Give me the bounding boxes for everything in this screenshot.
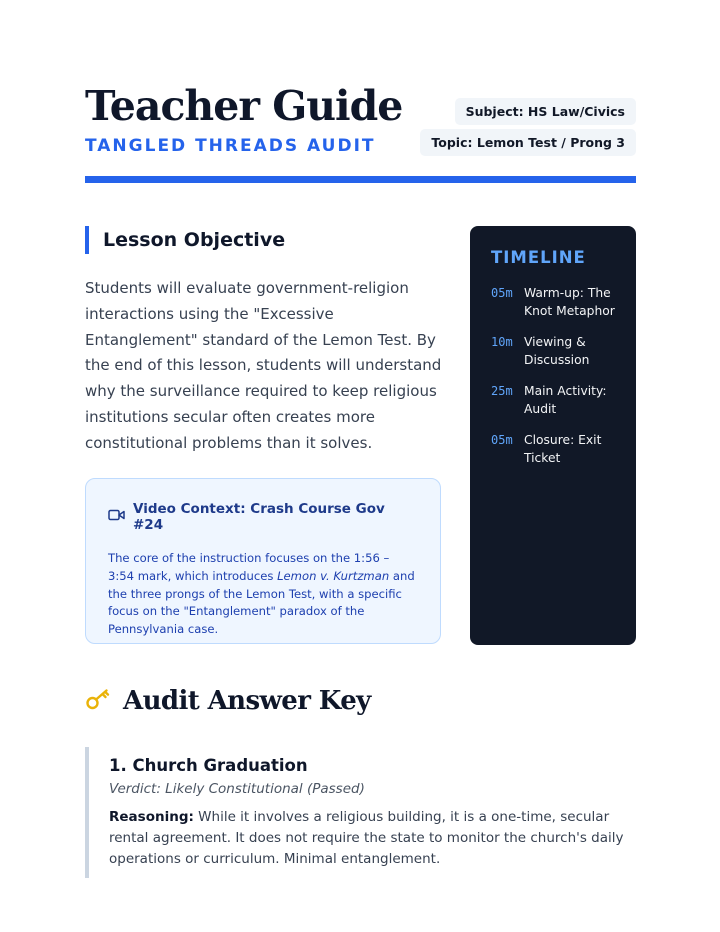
page-header [85, 82, 636, 162]
answer-key-title: Audit Answer Key [123, 686, 371, 716]
timeline-label: Warm-up: The Knot Metaphor [524, 286, 615, 318]
timeline-item [491, 432, 616, 467]
key-icon [85, 687, 111, 716]
video-context-box [85, 478, 441, 644]
timeline-label: Main Activity: Audit [524, 384, 607, 416]
timeline-label: Closure: Exit Ticket [524, 433, 602, 465]
answer-title: 1. Church Graduation [109, 756, 308, 775]
answer-reasoning [109, 807, 636, 870]
timeline-label: Viewing & Discussion [524, 335, 590, 367]
timeline-item [491, 285, 616, 320]
timeline-item [491, 383, 616, 418]
timeline-time: 10m [491, 335, 513, 349]
page-title: Teacher Guide [85, 82, 403, 130]
timeline-panel [470, 226, 636, 645]
page-subtitle: TANGLED THREADS AUDIT [85, 136, 376, 156]
timeline-time: 05m [491, 286, 513, 300]
video-camera-icon [108, 508, 125, 526]
video-context-title: Video Context: Crash Course Gov #24 [133, 501, 385, 533]
answer-key-heading [85, 686, 371, 716]
meta-pills [420, 98, 636, 156]
timeline-time: 05m [491, 433, 513, 447]
case-name: Lemon v. Kurtzman [277, 568, 390, 583]
video-context-body [108, 550, 418, 639]
timeline-title: TIMELINE [491, 248, 586, 267]
answer-item [85, 747, 636, 878]
reasoning-text: While it involves a religious building, it is a one-time, secular rental agreement. It does not require the state to monitor the church's daily operations or curriculum. Minimal entanglement. [109, 809, 624, 867]
video-body-start: The core of the instruction focuses on the 1:56 – 3:54 mark, which introduces [108, 551, 390, 583]
reasoning-label: Reasoning: [109, 809, 194, 825]
objective-text: Students will evaluate government-religion interactions using the "Excessive Entanglement" standard of the Lemon Test. By the end of this lesson, students will understand why the surveillance required to keep religious institutions secular often creates more constitutional problems than it solves. [85, 279, 442, 452]
objective-heading: Lesson Objective [85, 226, 285, 254]
timeline-item [491, 334, 616, 369]
subject-pill: Subject: HS Law/Civics [455, 98, 636, 125]
answer-verdict: Verdict: Likely Constitutional (Passed) [109, 781, 365, 797]
video-context-heading [108, 501, 418, 533]
timeline-time: 25m [491, 384, 513, 398]
video-body-end: and the three prongs of the Lemon Test, with a specific focus on the "Entanglement" paradox of the Pennsylvania case. [108, 568, 415, 637]
header-divider [85, 176, 636, 183]
topic-pill: Topic: Lemon Test / Prong 3 [420, 129, 636, 156]
